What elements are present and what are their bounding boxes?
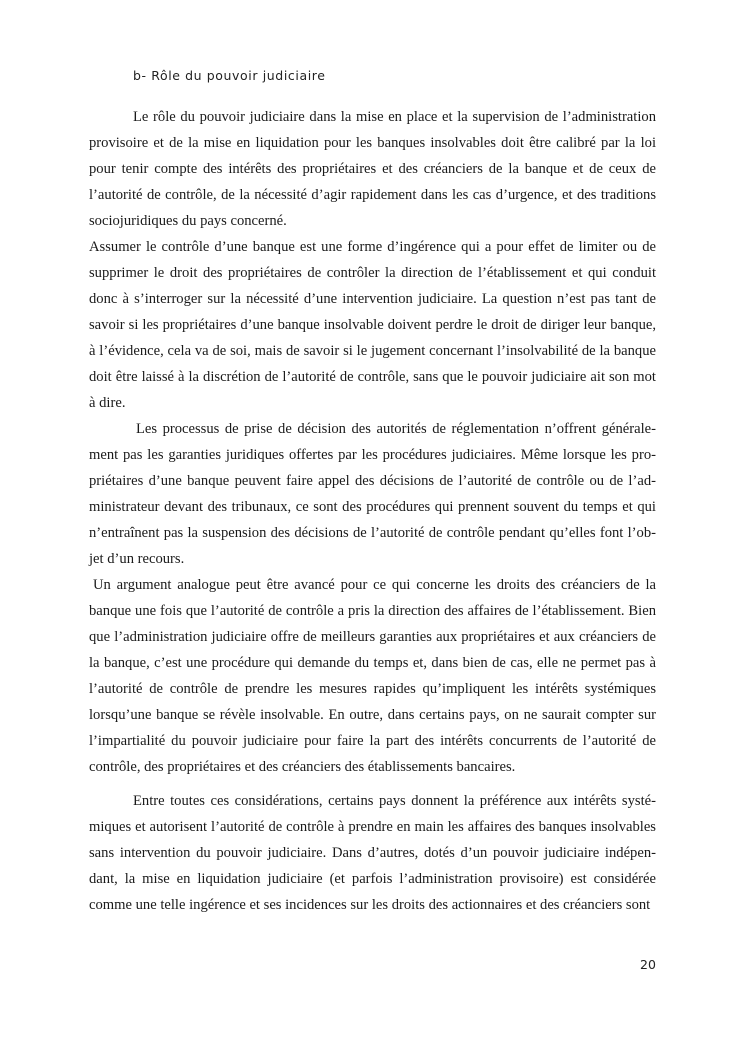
section-heading: b- Rôle du pouvoir judiciaire <box>133 68 326 83</box>
paragraph-2: Assumer le contrôle d’une banque est une forme d’ingérence qui a pour effet de limiter ou de supprimer le droit des propriétaires de contrôler la direction de l’établissement et qui conduit donc à s’interroger sur la nécessité d’une intervention judiciaire. La question n’est pas tant de savoir si les propriétaires d’une banque insolvable doivent perdre le droit de diriger leur banque, à l’évidence, cela va de soi, mais de savoir si le jugement concernant l’insolvabilité de la banque doit être laissé à la discrétion de l’autorité de contrôle, sans que le pouvoir judiciaire ait son mot à dire. <box>89 239 656 411</box>
paragraph-3: Les processus de prise de décision des autorités de réglementation n’offrent généralement pas les garanties juridiques offertes par les procédures judiciaires. Même lorsque les propriétaires d’une banque peuvent faire appel des décisions de l’autorité de contrôle ou de l’administrateur devant des tribunaux, ce sont des procédures qui prennent souvent du temps et qui n’entraînent pas la suspension des décisions de l’autorité de contrôle pendant qu’elles font l’objet d’un recours. <box>89 421 656 567</box>
paragraph-5: Entre toutes ces considérations, certains pays donnent la préférence aux intérêts systémiques et autorisent l’autorité de contrôle à prendre en main les affaires des banques insolvables sans intervention du pouvoir judiciaire. Dans d’autres, dotés d’un pouvoir judiciaire indépendant, la mise en liquidation judiciaire (et parfois l’administration provisoire) est considérée comme une telle ingérence et ses incidences sur les droits des actionnaires et des créanciers sont <box>89 793 656 913</box>
paragraph-4: Un argument analogue peut être avancé pour ce qui concerne les droits des créanciers de la banque une fois que l’autorité de contrôle a pris la direction des affaires de l’établissement. Bien que l’administration judiciaire offre de meilleurs garanties aux propriétaires et aux créanciers de la banque, c’est une procédure qui demande du temps et, dans bien de cas, elle ne permet pas à l’autorité de contrôle de prendre les mesures rapides qu’impliquent les intérêts systémiques lorsqu’une banque se révèle insolvable. En outre, dans certains pays, on ne saurait compter sur l’impartialité du pouvoir judiciaire pour faire la part des intérêts concurrents de l’autorité de contrôle, des propriétaires et des créanciers des établissements bancaires. <box>89 577 656 775</box>
page-number: 20 <box>640 957 656 972</box>
body-text <box>89 104 656 918</box>
paragraph-1: Le rôle du pouvoir judiciaire dans la mise en place et la supervision de l’administration provisoire et de la mise en liquidation pour les banques insolvables doit être calibré par la loi pour tenir compte des intérêts des propriétaires et des créanciers de la banque et de ceux de l’autorité de contrôle, de la nécessité d’agir rapidement dans les cas d’urgence, et des traditions sociojuridiques du pays concerné. <box>89 109 656 229</box>
